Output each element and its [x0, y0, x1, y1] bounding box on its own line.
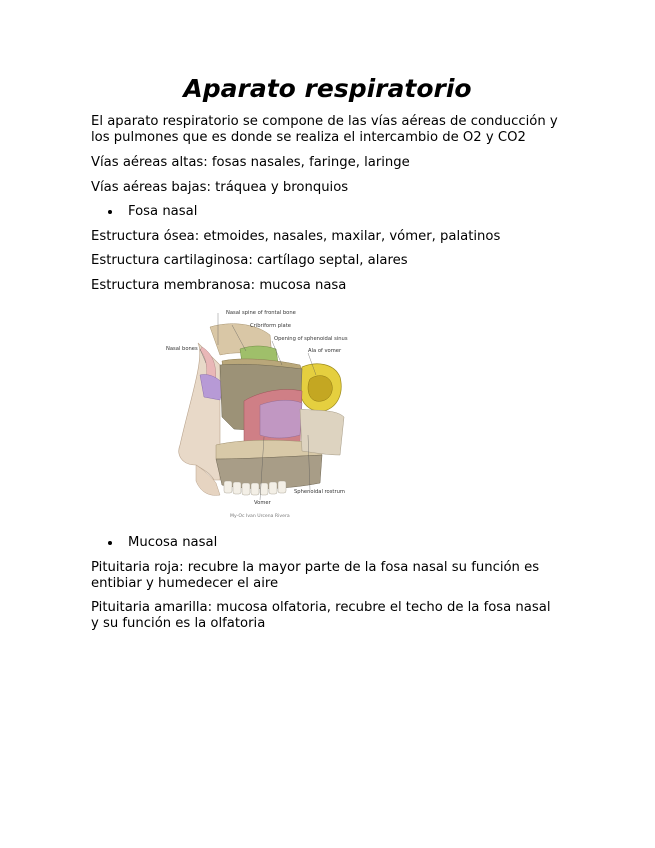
label-vomer: Vomer — [254, 500, 271, 506]
bullet-item-fosa-nasal — [108, 204, 197, 220]
label-ala-vomer: Ala of vomer — [308, 348, 342, 354]
bullet-text: Mucosa nasal — [128, 535, 218, 550]
label-sphenoidal-sinus: Opening of sphenoidal sinus — [274, 336, 348, 342]
nasal-cavity-illustration — [160, 305, 360, 522]
sphenoid-body-shape — [300, 409, 344, 455]
label-nasal-bones: Nasal bones — [166, 346, 198, 352]
bullet-text: Fosa nasal — [128, 204, 198, 219]
sphenoid-sinus-inner-shape — [308, 376, 332, 402]
document-title: Aparato respiratorio — [183, 74, 472, 103]
figure-credit: My-Oc Ivan Urcena Rivera — [230, 514, 290, 519]
cartilage-structure-paragraph: Estructura cartilaginosa: cartílago septal, alares — [91, 253, 408, 268]
upper-airways-paragraph: Vías aéreas altas: fosas nasales, faringe, laringe — [91, 155, 410, 170]
label-sphenoidal-rostrum: Sphenoidal rostrum — [294, 489, 345, 495]
bullet-icon — [108, 541, 112, 545]
label-cribriform: Cribriform plate — [250, 323, 291, 329]
intro-paragraph: El aparato respiratorio se compone de las vías aéreas de conducción y los pulmones que es donde se realiza el intercambio de O2 y CO2 — [91, 114, 558, 145]
bullet-icon — [108, 210, 112, 214]
membrane-structure-paragraph: Estructura membranosa: mucosa nasa — [91, 278, 347, 293]
bone-structure-paragraph: Estructura ósea: etmoides, nasales, maxilar, vómer, palatinos — [91, 229, 501, 244]
label-nasal-spine: Nasal spine of frontal bone — [226, 310, 296, 316]
bullet-item-mucosa-nasal — [108, 535, 217, 551]
lower-airways-paragraph: Vías aéreas bajas: tráquea y bronquios — [91, 180, 349, 195]
yellow-pituitary-paragraph: Pituitaria amarilla: mucosa olfatoria, recubre el techo de la fosa nasal y su función es la olfatoria — [91, 600, 551, 631]
teeth-group — [224, 481, 286, 495]
red-pituitary-paragraph: Pituitaria roja: recubre la mayor parte de la fosa nasal su función es entibiar y humedecer el aire — [91, 560, 540, 591]
vomer-shape — [260, 400, 302, 438]
